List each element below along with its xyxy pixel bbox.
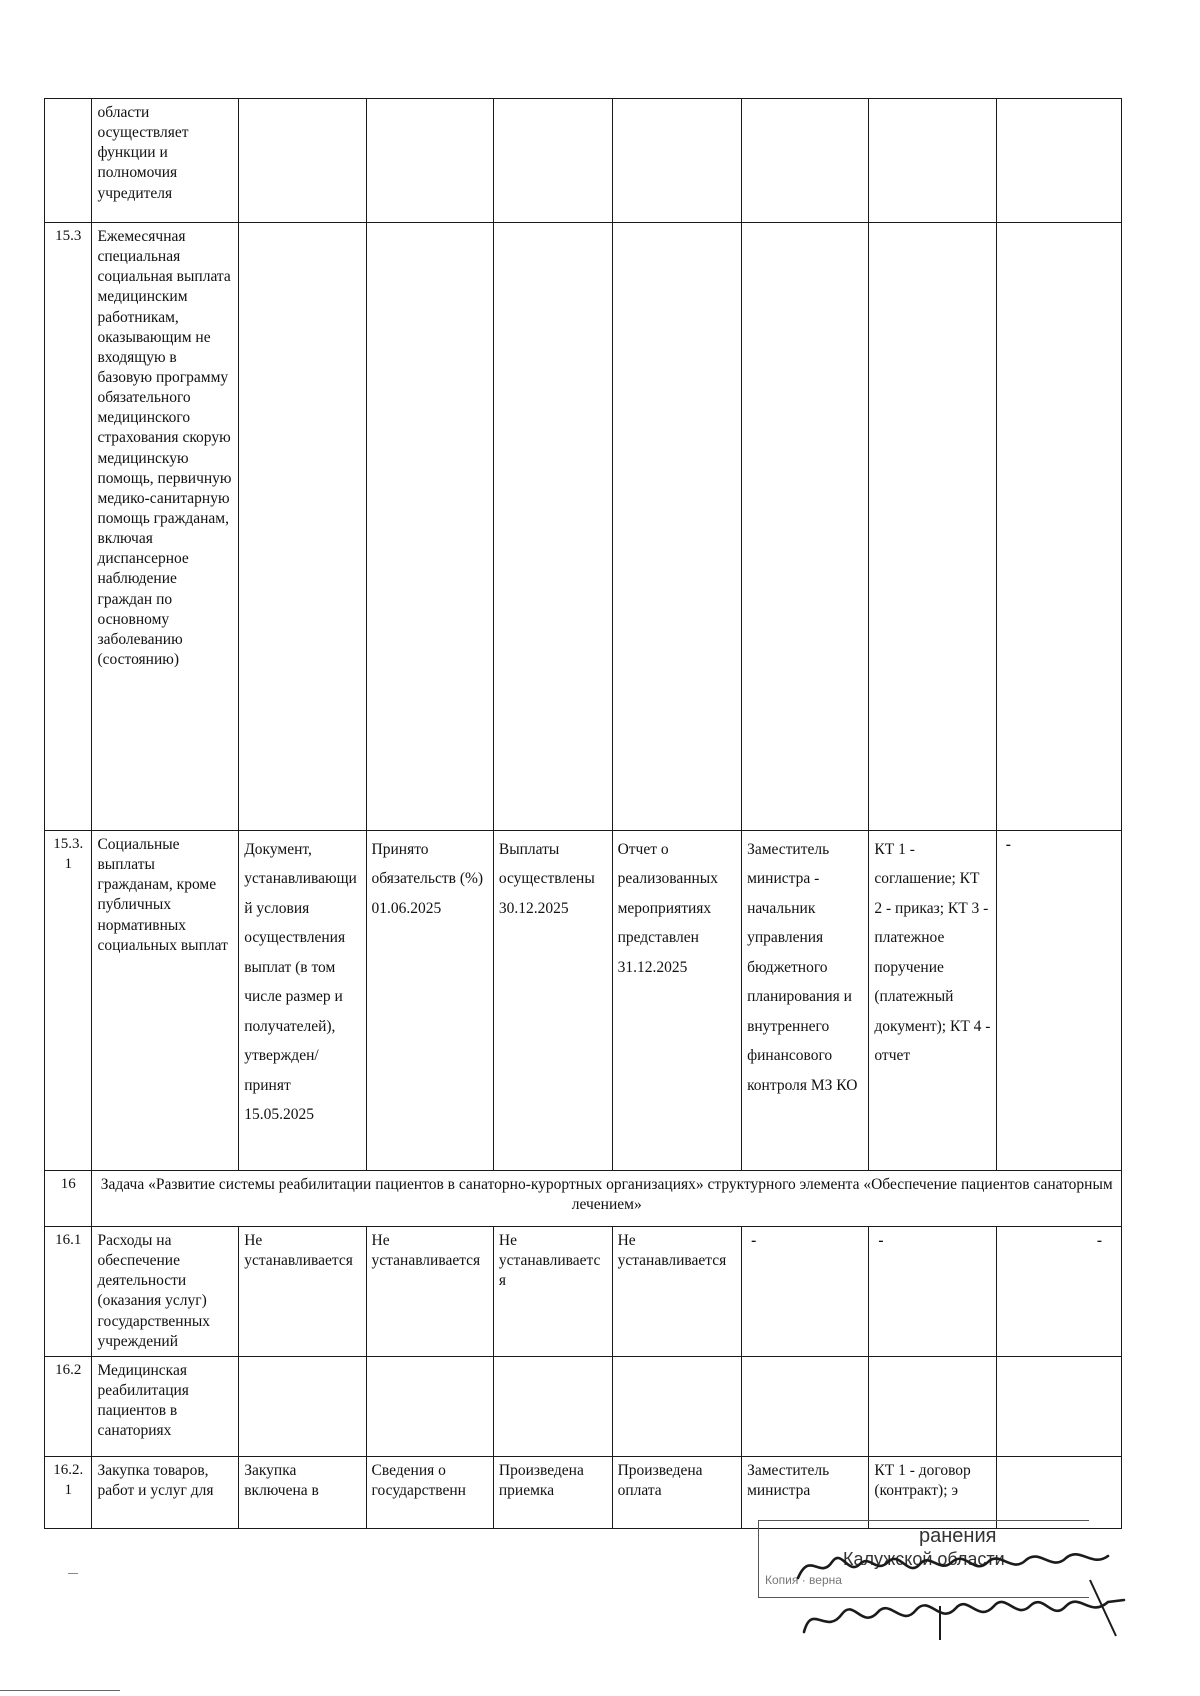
row-number: 15.3.1 [45,831,92,1171]
empty-cell [366,99,493,223]
row-name: Ежемесячная специальная социальная выплата медицинским работникам, оказывающим не входящую в базовую программу обязательного медицинского страхования скорую медицинскую помощь, первичную медико-санитарную помощь гражданам, включая диспансерное наблюдение граждан по основному заболеванию (состоянию) [92,223,239,831]
table-row [45,223,1122,831]
events-table [44,98,1122,1529]
row-name: Медицинская реабилитация пациентов в санаториях [92,1357,239,1457]
empty-cell [869,99,996,223]
document-types: КТ 1 - соглашение; КТ 2 - приказ; КТ 3 - платежное поручение (платежный документ); КТ 4 - отчет [869,831,996,1171]
empty-cell [612,1357,741,1457]
control-point-3: Произведена приемка [493,1457,612,1529]
task-title: Задача «Развитие системы реабилитации пациентов в санаторно-курортных организациях» структурного элемента «Обеспечение пациентов санаторным лечением» [92,1171,1122,1227]
empty-cell [239,1357,366,1457]
stamp-line: Копия · верна [765,1573,842,1587]
responsible-person: Заместитель министра [742,1457,869,1529]
table-row [45,99,1122,223]
empty-cell [493,1357,612,1457]
empty-cell [366,1357,493,1457]
document-types [869,1227,996,1357]
handwritten-signature [790,1540,1130,1650]
control-point-4: Отчет о реализованных мероприятиях представлен 31.12.2025 [612,831,741,1171]
control-point-2: Принято обязательств (%) 01.06.2025 [366,831,493,1171]
control-point-3: Выплаты осуществлены 30.12.2025 [493,831,612,1171]
dash-mark: - [878,1232,884,1249]
empty-cell [996,99,1121,223]
table-row [45,1227,1122,1357]
divider [68,1573,78,1574]
row-name: Расходы на обеспечение деятельности (оказания услуг) государственных учреждений [92,1227,239,1357]
document-types: КТ 1 - договор (контракт); э [869,1457,996,1529]
control-point-4: Произведена оплата [612,1457,741,1529]
empty-cell [996,223,1121,831]
empty-cell [742,1357,869,1457]
divider [0,1690,120,1691]
stamp-line: ранения [919,1525,997,1547]
responsible-person [742,1227,869,1357]
dash-mark: - [751,1232,757,1249]
empty-cell [612,99,741,223]
row-number: 16.1 [45,1227,92,1357]
responsible-person: Заместитель министра - начальник управления бюджетного планирования и внутреннего финансового контроля МЗ КО [742,831,869,1171]
table-row [45,831,1122,1171]
control-point-2: Не устанавливается [366,1227,493,1357]
control-point-4: Не устанавливается [612,1227,741,1357]
stamp-line: Калужской области [843,1549,1005,1569]
row-number: 15.3 [45,223,92,831]
control-point-2: Сведения о государственн [366,1457,493,1529]
empty-cell [366,223,493,831]
empty-cell [493,223,612,831]
control-point-1: Не устанавливается [239,1227,366,1357]
empty-cell [612,223,741,831]
empty-cell [742,99,869,223]
info-system-cell [996,831,1121,1171]
dash-mark: - [1005,836,1011,853]
empty-cell [869,1357,996,1457]
empty-cell [742,223,869,831]
row-number: 16.2.1 [45,1457,92,1529]
task-row [45,1171,1122,1227]
row-name: Социальные выплаты гражданам, кроме публичных нормативных социальных выплат [92,831,239,1171]
row-name: области осуществляет функции и полномочия учредителя [92,99,239,223]
info-system-cell [996,1457,1121,1529]
row-number: 16.2 [45,1357,92,1457]
control-point-1: Закупка включена в [239,1457,366,1529]
control-point-1: Документ, устанавливающий условия осуществления выплат (в том числе размер и получателей), утвержден/принят 15.05.2025 [239,831,366,1171]
table-row [45,1457,1122,1529]
row-number: 16 [45,1171,92,1227]
empty-cell [239,223,366,831]
empty-cell [239,99,366,223]
empty-cell [869,223,996,831]
info-system-cell [996,1227,1121,1357]
row-number [45,99,92,223]
empty-cell [996,1357,1121,1457]
row-name: Закупка товаров, работ и услуг для [92,1457,239,1529]
control-point-3: Не устанавливается [493,1227,612,1357]
dash-mark: - [1096,1232,1102,1249]
table-row [45,1357,1122,1457]
empty-cell [493,99,612,223]
